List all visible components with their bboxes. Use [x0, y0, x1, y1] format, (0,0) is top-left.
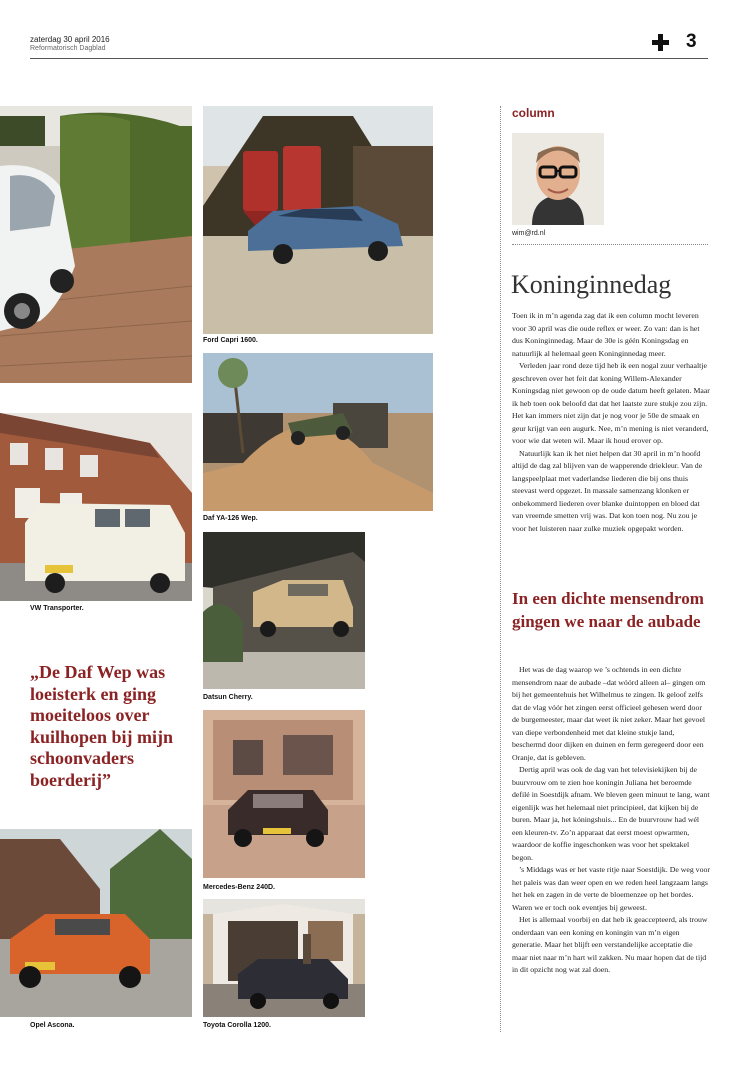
pull-quote: „De Daf Wep was loeisterk en ging moeiteloos over kuilhopen bij mijn schoonvaders boerderij”: [30, 662, 174, 790]
photo-opel-ascona: [0, 829, 192, 1017]
caption-datsun-cherry: Datsun Cherry.: [203, 694, 253, 701]
body-paragraph: Dertig april was ook de dag van het televisiekijken bij de buurvrouw om te zien hoe koningin Juliana het beroemde defilé in Soestdijk afnam. We bleven geen minuut te lang, want eigenlijk was het helemaal niet principieel, dat kijken bij de buren. Maar ja, het kóningshuis... En de buurvrouw had wél een kleuren-tv. Zo’n apparaat dat eerst moest opwarmen, waardoor de koffie ingeschonken was voor het spektakel begon.: [512, 765, 710, 862]
photo-white-car: [0, 106, 192, 383]
photo-ford-capri: [203, 106, 433, 334]
plus-icon: [652, 34, 669, 51]
author-email: wim@rd.nl: [512, 230, 546, 237]
caption-toyota-corolla: Toyota Corolla 1200.: [203, 1022, 271, 1029]
intro-paragraph: Toen ik in m’n agenda zag dat ik een column mocht leveren voor 30 april was die oude reflex er weer. Zo van: dan is het dus Koninginnedag. Maar de 30e is géén Koningsdag en natuurlijk al helemaal geen Koninginnedag meer.: [512, 311, 700, 358]
intro-text: [512, 310, 710, 535]
newspaper-name: Reformatorisch Dagblad: [30, 45, 106, 52]
column-label: column: [512, 106, 555, 120]
intro-paragraph: Verleden jaar rond deze tijd heb ik een nogal zuur verhaaltje geschreven over het feit dat koning Willem-Alexander Koningsdag niet gewoon op de oude datum heeft gelaten. Maar ik heb toen ook beloofd dat dat het laatste zure stukje zou zijn. Het kan immers niet zijn dat je nog voor je 50e de smaak en geur krijgt van een augurk. Nee, m’n mening is niet veranderd, voor wie dat weten wil. Maar ik houd erover op.: [512, 361, 710, 445]
photo-toyota-corolla: [203, 899, 365, 1017]
intro-paragraph: Natuurlijk kan ik het niet helpen dat 30 april in m’n hoofd altijd de dag zal blijven van de wapperende driekleur. Van de langspeelplaat met vaderlandse liederen die bij ons thuis steevast werd opgezet. In massale samenzang klonken er onbekommerd liederen over blanke duintoppen en bloed dat van vreemde smetten vrij was. Dat kon toen nog. Nu zou je voor het luisteren naar zulke muziek opgepakt worden.: [512, 448, 703, 533]
header-divider: [30, 58, 708, 59]
author-photo: [512, 133, 604, 225]
body-paragraph: ’s Middags was er het vaste ritje naar Soestdijk. De weg voor het paleis was dan weer open en we reden heel langzaam langs het hek en zagen in de verte de bloemenzee op het bordes. Waren we er toch ook eventjes bij geweest.: [512, 865, 710, 912]
issue-date: zaterdag 30 april 2016: [30, 35, 110, 44]
caption-vw-transporter: VW Transporter.: [30, 605, 84, 612]
email-divider: [512, 244, 708, 245]
caption-mercedes-benz: Mercedes-Benz 240D.: [203, 884, 275, 891]
caption-opel-ascona: Opel Ascona.: [30, 1022, 75, 1029]
column-divider: [500, 106, 501, 1032]
article-title: Koninginnedag: [511, 270, 672, 299]
photo-daf-wep: [203, 353, 433, 511]
body-paragraph: Het was de dag waarop we ’s ochtends in een dichte mensendrom naar de aubade –dat wóórd alleen al– gingen om bij het gemeentehuis het Wilhelmus te zingen. Ik geloof zelfs dat de vlag vóór het zingen eerst officieel gehesen werd door de burgemeester, maar dat weet ik niet zeker. Maar het gevoel van diepe verbondenheid met dat kleine stukje land, beschermd door dijken en duinen en ferm geregeerd door een Oranje, dat is gebleven.: [512, 665, 706, 762]
photo-mercedes-benz: [203, 710, 365, 878]
sub-heading: In een dichte mensendrom gingen we naar de aubade: [512, 589, 704, 631]
caption-daf-wep: Daf YA-126 Wep.: [203, 515, 258, 522]
body-text: [512, 664, 710, 977]
body-paragraph: Het is allemaal voorbij en dat heb ik geaccepteerd, als trouw onderdaan van een koning en koningin van m’n eigen generatie. Maar het blijft een verstandelijke acceptatie die maar niet naar m’n hart wil zakken. Nu maar hopen dat de tijd in dit opzicht nog wat zal doen.: [512, 915, 708, 974]
photo-datsun-cherry: [203, 532, 365, 689]
caption-ford-capri: Ford Capri 1600.: [203, 337, 258, 344]
photo-vw-transporter: [0, 413, 192, 601]
page-number: 3: [686, 31, 697, 52]
